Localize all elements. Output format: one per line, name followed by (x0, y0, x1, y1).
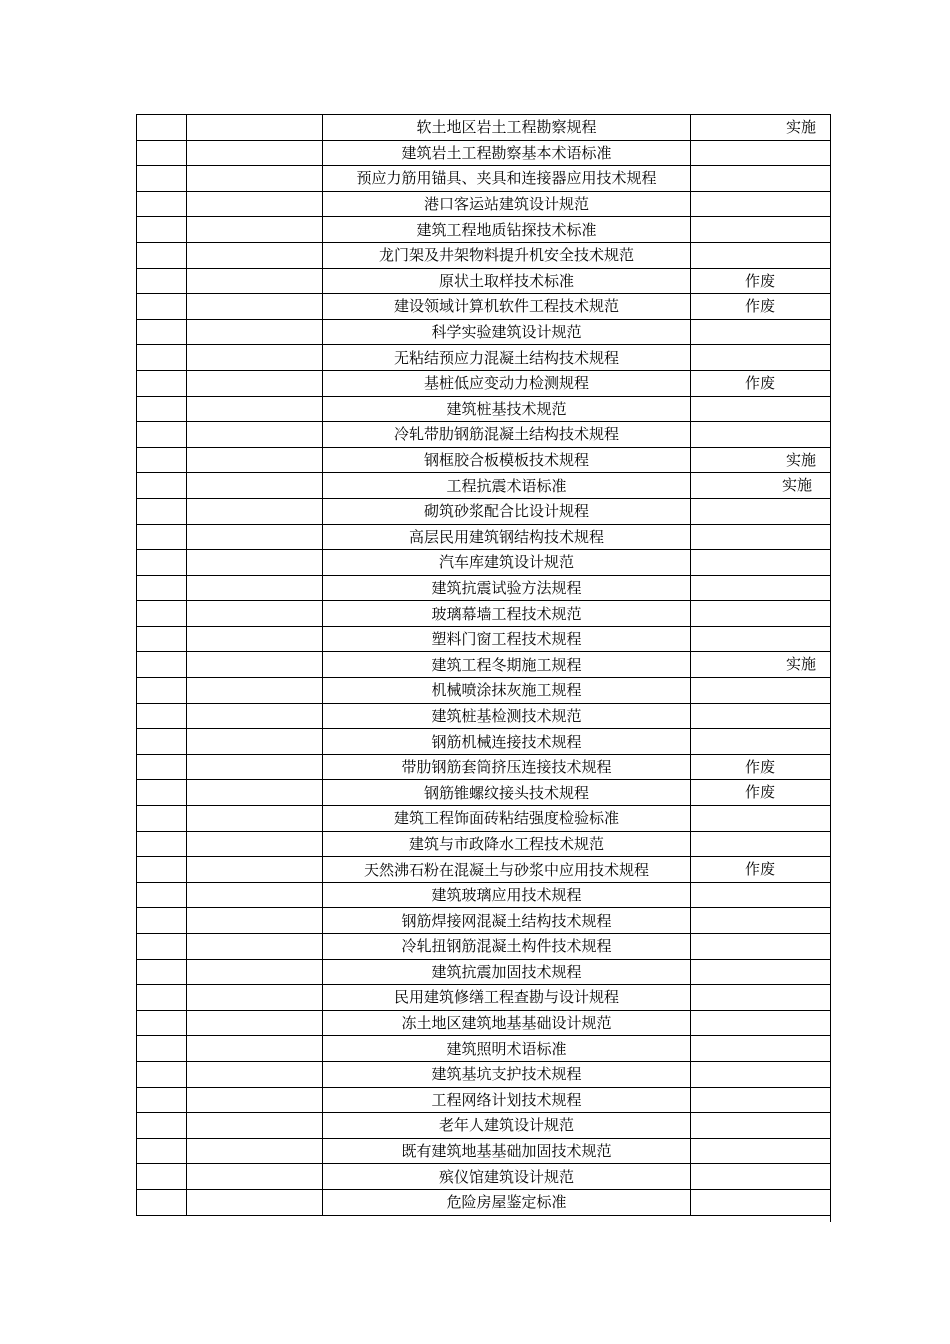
code-cell (187, 345, 323, 371)
index-cell (137, 1087, 187, 1113)
status-cell (691, 447, 831, 473)
code-cell (187, 422, 323, 448)
index-cell (137, 857, 187, 883)
index-cell (137, 140, 187, 166)
standard-name-cell: 汽车库建筑设计规范 (323, 550, 691, 576)
index-cell (137, 652, 187, 678)
index-cell (137, 1189, 187, 1215)
code-cell (187, 857, 323, 883)
status-cell (691, 166, 831, 192)
status-text: 实施 (781, 476, 812, 495)
code-cell (187, 652, 323, 678)
standards-table-body (137, 115, 831, 1216)
standard-name-cell: 建筑玻璃应用技术规程 (323, 882, 691, 908)
standard-name-cell: 建筑照明术语标准 (323, 1036, 691, 1062)
index-cell (137, 345, 187, 371)
code-cell (187, 396, 323, 422)
standard-name-cell: 无粘结预应力混凝土结构技术规程 (323, 345, 691, 371)
index-cell (137, 242, 187, 268)
table-row (137, 780, 831, 806)
code-cell (187, 498, 323, 524)
standard-name-cell: 基桩低应变动力检测规程 (323, 370, 691, 396)
index-cell (137, 934, 187, 960)
standard-name-cell: 建筑抗震试验方法规程 (323, 575, 691, 601)
standard-name-cell: 工程网络计划技术规程 (323, 1087, 691, 1113)
table-row (137, 524, 831, 550)
code-cell (187, 1061, 323, 1087)
index-cell (137, 575, 187, 601)
code-cell (187, 754, 323, 780)
index-cell (137, 1036, 187, 1062)
standard-name-cell: 建筑基坑支护技术规程 (323, 1061, 691, 1087)
index-cell (137, 703, 187, 729)
index-cell (137, 831, 187, 857)
standard-name-cell: 港口客运站建筑设计规范 (323, 191, 691, 217)
index-cell (137, 115, 187, 141)
code-cell (187, 217, 323, 243)
index-cell (137, 166, 187, 192)
status-cell (691, 1010, 831, 1036)
status-cell (691, 268, 831, 294)
index-cell (137, 1138, 187, 1164)
status-cell (691, 831, 831, 857)
status-cell (691, 115, 831, 141)
standard-name-cell: 建筑工程冬期施工规程 (323, 652, 691, 678)
code-cell (187, 601, 323, 627)
index-cell (137, 1113, 187, 1139)
status-cell (691, 959, 831, 985)
table-row (137, 1087, 831, 1113)
table-row (137, 882, 831, 908)
index-cell (137, 396, 187, 422)
index-cell (137, 959, 187, 985)
status-cell (691, 908, 831, 934)
table-row (137, 908, 831, 934)
status-cell (691, 1113, 831, 1139)
status-cell (691, 345, 831, 371)
index-cell (137, 626, 187, 652)
standard-name-cell: 带肋钢筋套筒挤压连接技术规程 (323, 754, 691, 780)
table-row (137, 294, 831, 320)
table-row (137, 166, 831, 192)
index-cell (137, 806, 187, 832)
code-cell (187, 1087, 323, 1113)
table-row (137, 575, 831, 601)
status-text: 实施 (785, 450, 816, 469)
index-cell (137, 1164, 187, 1190)
index-cell (137, 1061, 187, 1087)
status-cell (691, 857, 831, 883)
standard-name-cell: 塑料门窗工程技术规程 (323, 626, 691, 652)
table-row (137, 1189, 831, 1215)
table-row (137, 217, 831, 243)
code-cell (187, 319, 323, 345)
table-row (137, 652, 831, 678)
table-row (137, 1164, 831, 1190)
index-cell (137, 422, 187, 448)
table-row (137, 191, 831, 217)
index-cell (137, 524, 187, 550)
table-row (137, 242, 831, 268)
status-cell (691, 626, 831, 652)
table-row (137, 729, 831, 755)
status-text: 作废 (745, 757, 776, 776)
table-row (137, 1036, 831, 1062)
table-row (137, 857, 831, 883)
status-cell (691, 140, 831, 166)
status-cell (691, 242, 831, 268)
standard-name-cell: 既有建筑地基基础加固技术规范 (323, 1138, 691, 1164)
table-row (137, 498, 831, 524)
table-row (137, 115, 831, 141)
code-cell (187, 166, 323, 192)
code-cell (187, 1036, 323, 1062)
table-row (137, 447, 831, 473)
index-cell (137, 882, 187, 908)
code-cell (187, 1138, 323, 1164)
table-row (137, 1113, 831, 1139)
table-row (137, 1138, 831, 1164)
status-cell (691, 934, 831, 960)
code-cell (187, 703, 323, 729)
status-cell (691, 754, 831, 780)
table-right-border (830, 114, 831, 1222)
standard-name-cell: 建筑桩基检测技术规范 (323, 703, 691, 729)
table-row (137, 626, 831, 652)
status-cell (691, 1164, 831, 1190)
status-text: 作废 (745, 783, 776, 802)
status-cell (691, 422, 831, 448)
standard-name-cell: 软土地区岩土工程勘察规程 (323, 115, 691, 141)
index-cell (137, 550, 187, 576)
status-cell (691, 678, 831, 704)
status-text: 作废 (745, 373, 776, 392)
index-cell (137, 294, 187, 320)
code-cell (187, 806, 323, 832)
code-cell (187, 959, 323, 985)
table-row (137, 678, 831, 704)
status-cell (691, 319, 831, 345)
status-cell (691, 882, 831, 908)
status-cell (691, 780, 831, 806)
index-cell (137, 1010, 187, 1036)
table-row (137, 831, 831, 857)
code-cell (187, 473, 323, 499)
standard-name-cell: 钢框胶合板模板技术规程 (323, 447, 691, 473)
standard-name-cell: 工程抗震术语标准 (323, 473, 691, 499)
standard-name-cell: 冷轧扭钢筋混凝土构件技术规程 (323, 934, 691, 960)
standard-name-cell: 高层民用建筑钢结构技术规程 (323, 524, 691, 550)
table-row (137, 473, 831, 499)
table-row (137, 934, 831, 960)
status-cell (691, 652, 831, 678)
table-row (137, 1061, 831, 1087)
code-cell (187, 934, 323, 960)
table-row (137, 319, 831, 345)
index-cell (137, 473, 187, 499)
table-row (137, 806, 831, 832)
code-cell (187, 882, 323, 908)
standard-name-cell: 预应力筋用锚具、夹具和连接器应用技术规程 (323, 166, 691, 192)
table-row (137, 550, 831, 576)
status-cell (691, 550, 831, 576)
standard-name-cell: 民用建筑修缮工程查勘与设计规程 (323, 985, 691, 1011)
standard-name-cell: 钢筋机械连接技术规程 (323, 729, 691, 755)
standard-name-cell: 冻土地区建筑地基基础设计规范 (323, 1010, 691, 1036)
standard-name-cell: 原状土取样技术标准 (323, 268, 691, 294)
index-cell (137, 985, 187, 1011)
code-cell (187, 268, 323, 294)
status-cell (691, 396, 831, 422)
status-cell (691, 473, 831, 499)
code-cell (187, 575, 323, 601)
index-cell (137, 268, 187, 294)
status-cell (691, 1087, 831, 1113)
table-row (137, 345, 831, 371)
table-row (137, 370, 831, 396)
code-cell (187, 294, 323, 320)
index-cell (137, 780, 187, 806)
code-cell (187, 1010, 323, 1036)
index-cell (137, 191, 187, 217)
code-cell (187, 242, 323, 268)
table-row (137, 396, 831, 422)
standard-name-cell: 砌筑砂浆配合比设计规程 (323, 498, 691, 524)
status-cell (691, 217, 831, 243)
status-cell (691, 370, 831, 396)
table-row (137, 985, 831, 1011)
index-cell (137, 601, 187, 627)
index-cell (137, 754, 187, 780)
index-cell (137, 729, 187, 755)
standard-name-cell: 机械喷涂抹灰施工规程 (323, 678, 691, 704)
standard-name-cell: 建筑桩基技术规范 (323, 396, 691, 422)
standard-name-cell: 建筑岩土工程勘察基本术语标准 (323, 140, 691, 166)
status-cell (691, 806, 831, 832)
code-cell (187, 550, 323, 576)
standard-name-cell: 建设领域计算机软件工程技术规范 (323, 294, 691, 320)
code-cell (187, 191, 323, 217)
index-cell (137, 447, 187, 473)
status-cell (691, 985, 831, 1011)
status-cell (691, 601, 831, 627)
standard-name-cell: 天然沸石粉在混凝土与砂浆中应用技术规程 (323, 857, 691, 883)
code-cell (187, 447, 323, 473)
code-cell (187, 115, 323, 141)
status-cell (691, 1138, 831, 1164)
code-cell (187, 524, 323, 550)
table-row (137, 422, 831, 448)
table-row (137, 140, 831, 166)
status-cell (691, 294, 831, 320)
table-row (137, 268, 831, 294)
status-cell (691, 1036, 831, 1062)
code-cell (187, 140, 323, 166)
status-cell (691, 498, 831, 524)
table-row (137, 754, 831, 780)
standards-table (136, 114, 831, 1216)
status-cell (691, 729, 831, 755)
standard-name-cell: 建筑工程饰面砖粘结强度检验标准 (323, 806, 691, 832)
status-cell (691, 575, 831, 601)
code-cell (187, 626, 323, 652)
standard-name-cell: 危险房屋鉴定标准 (323, 1189, 691, 1215)
standard-name-cell: 殡仪馆建筑设计规范 (323, 1164, 691, 1190)
standard-name-cell: 龙门架及井架物料提升机安全技术规范 (323, 242, 691, 268)
standard-name-cell: 钢筋焊接网混凝土结构技术规程 (323, 908, 691, 934)
code-cell (187, 1189, 323, 1215)
table-row (137, 959, 831, 985)
standard-name-cell: 冷轧带肋钢筋混凝土结构技术规程 (323, 422, 691, 448)
code-cell (187, 729, 323, 755)
status-cell (691, 1061, 831, 1087)
table-row (137, 703, 831, 729)
status-cell (691, 703, 831, 729)
code-cell (187, 1164, 323, 1190)
index-cell (137, 678, 187, 704)
status-cell (691, 191, 831, 217)
code-cell (187, 678, 323, 704)
code-cell (187, 370, 323, 396)
status-cell (691, 524, 831, 550)
standard-name-cell: 建筑抗震加固技术规程 (323, 959, 691, 985)
standard-name-cell: 建筑工程地质钻探技术标准 (323, 217, 691, 243)
code-cell (187, 908, 323, 934)
status-text: 作废 (745, 860, 776, 879)
index-cell (137, 217, 187, 243)
index-cell (137, 319, 187, 345)
index-cell (137, 498, 187, 524)
standard-name-cell: 玻璃幕墙工程技术规范 (323, 601, 691, 627)
status-cell (691, 1189, 831, 1215)
code-cell (187, 985, 323, 1011)
index-cell (137, 370, 187, 396)
standard-name-cell: 钢筋锥螺纹接头技术规程 (323, 780, 691, 806)
table-row (137, 601, 831, 627)
standard-name-cell: 建筑与市政降水工程技术规范 (323, 831, 691, 857)
status-text: 实施 (785, 118, 816, 136)
code-cell (187, 780, 323, 806)
code-cell (187, 831, 323, 857)
table-row (137, 1010, 831, 1036)
standard-name-cell: 老年人建筑设计规范 (323, 1113, 691, 1139)
status-text: 实施 (785, 655, 816, 674)
standard-name-cell: 科学实验建筑设计规范 (323, 319, 691, 345)
status-text: 作废 (745, 271, 776, 290)
index-cell (137, 908, 187, 934)
status-text: 作废 (745, 297, 776, 316)
code-cell (187, 1113, 323, 1139)
